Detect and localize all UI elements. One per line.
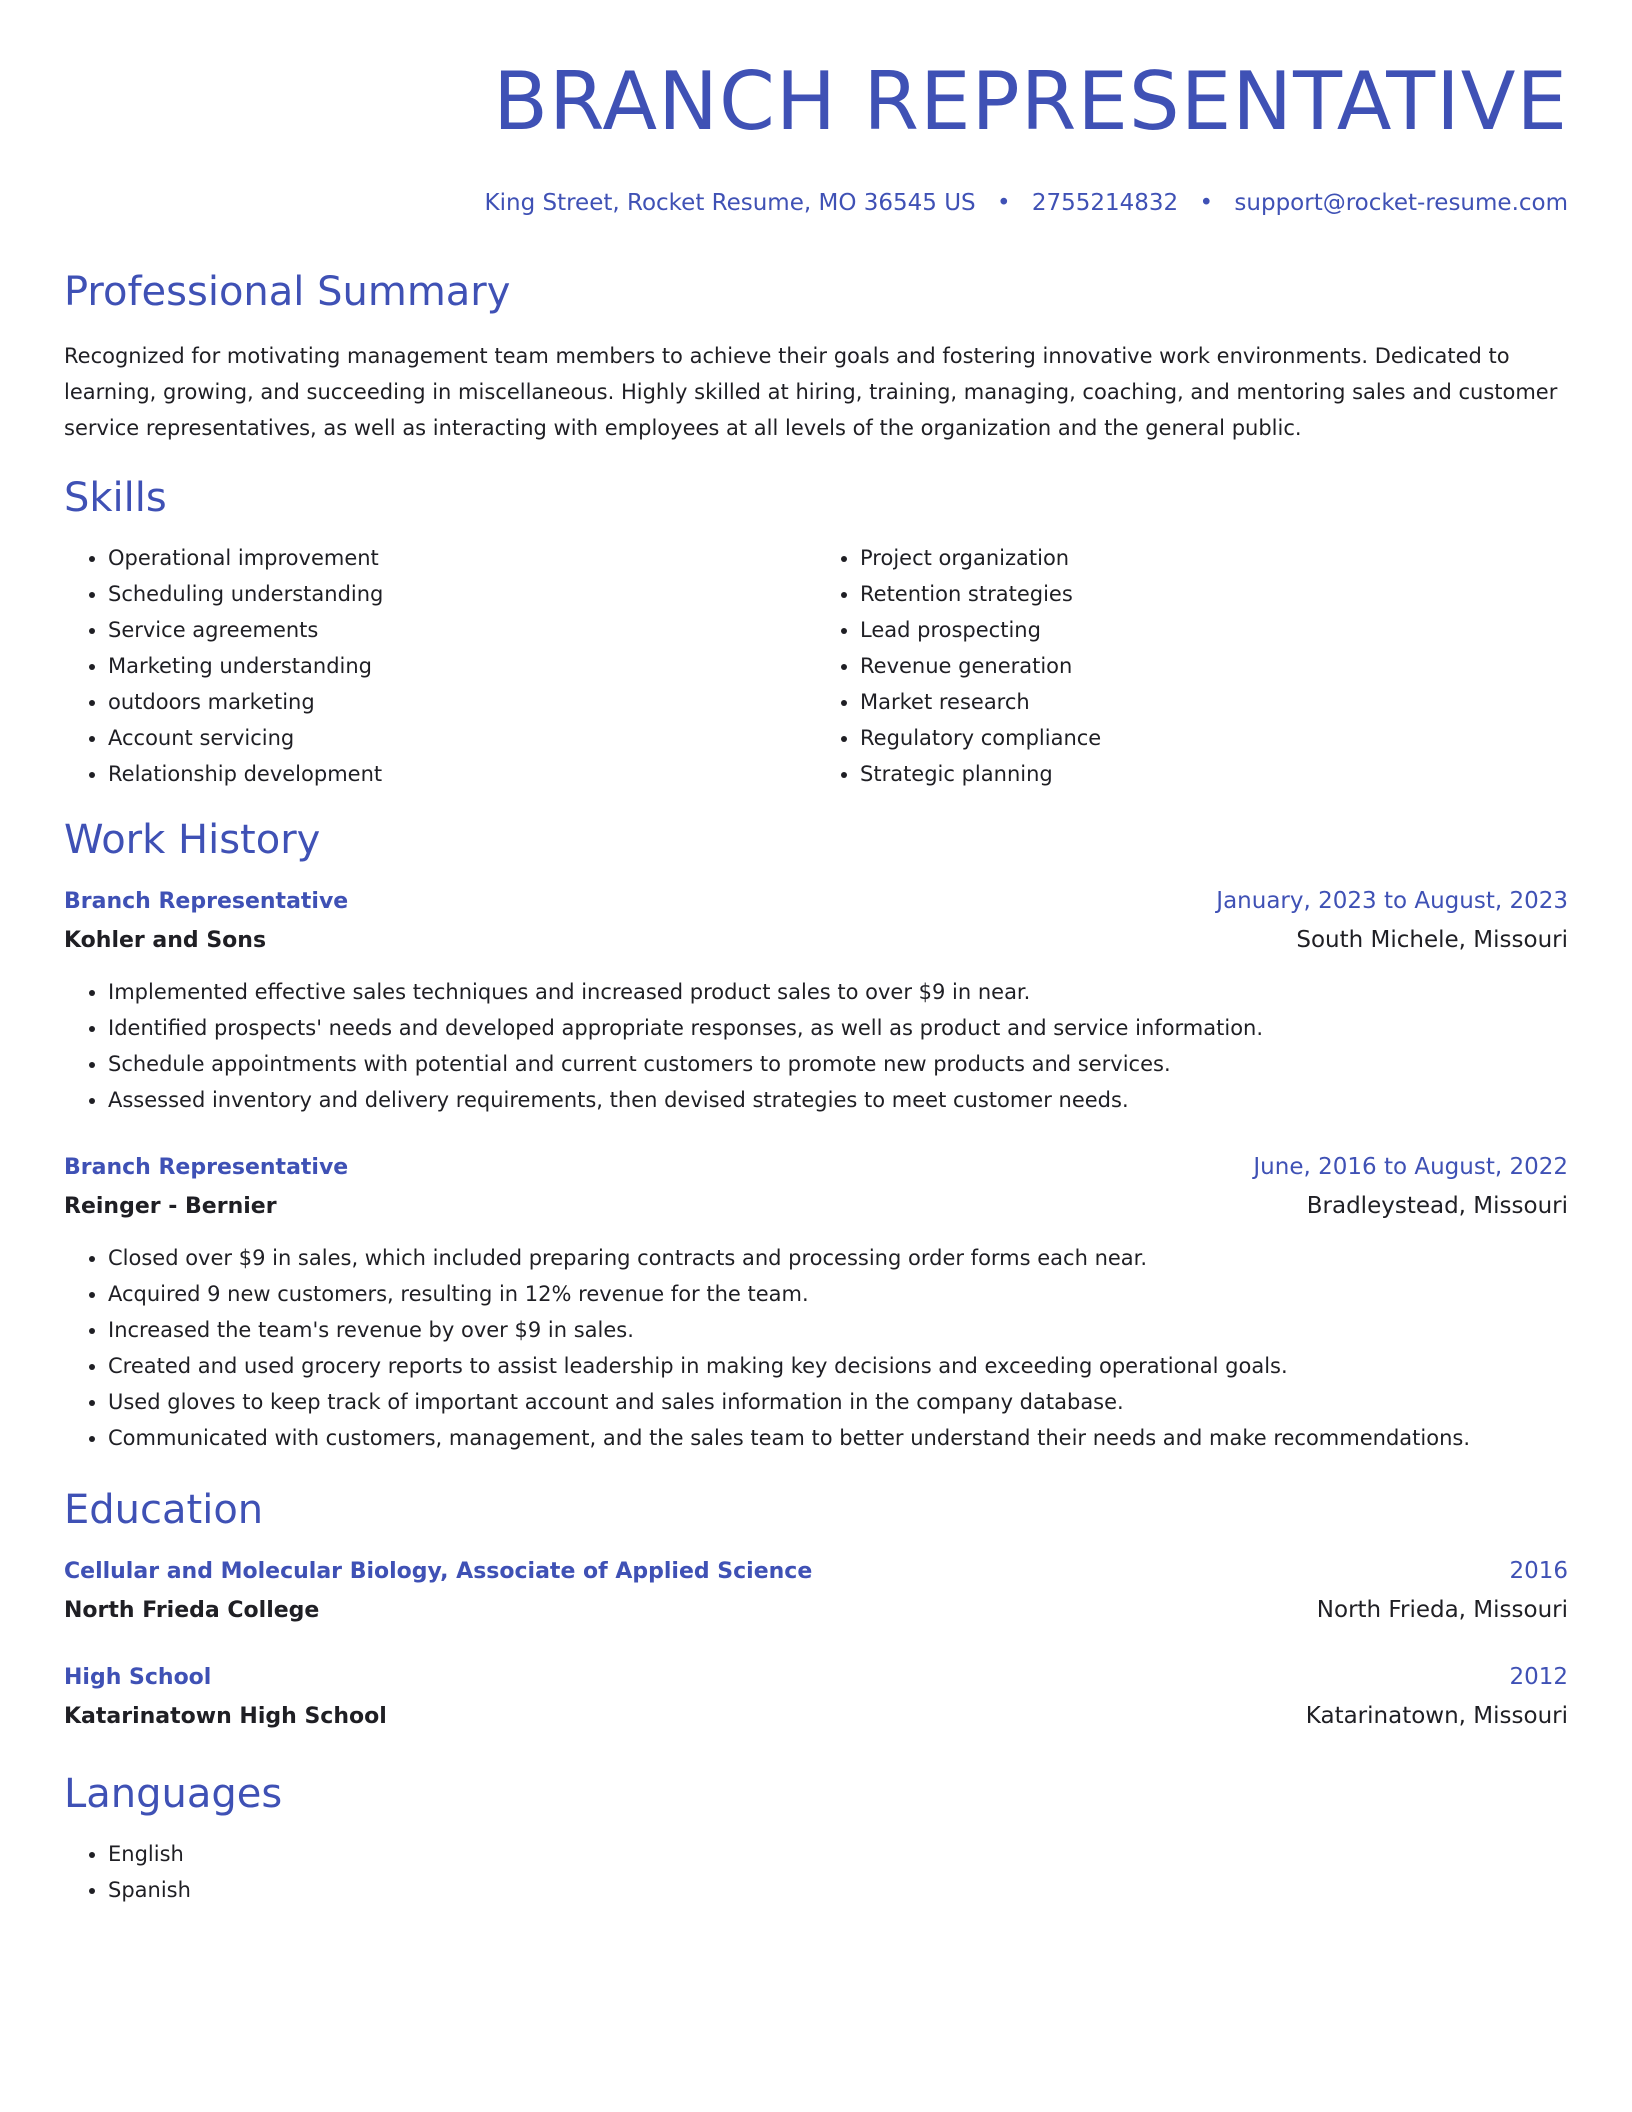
education-entry bbox=[64, 1552, 1568, 1630]
education-school-row bbox=[64, 1697, 1568, 1736]
resume-header bbox=[64, 0, 1568, 218]
skill-item: • Project organization bbox=[860, 540, 1568, 576]
job-bullet: • Implemented effective sales techniques and increased product sales to over $9 in near. bbox=[108, 974, 1568, 1010]
job-dates: June, 2016 to August, 2022 bbox=[1253, 1154, 1568, 1180]
job-entry bbox=[64, 1148, 1568, 1456]
summary-heading: Professional Summary bbox=[64, 269, 511, 315]
job-role: Branch Representative bbox=[64, 1155, 349, 1180]
education-year: 2016 bbox=[1509, 1558, 1568, 1584]
skills-heading: Skills bbox=[64, 475, 167, 521]
education-header-row bbox=[64, 1658, 1568, 1697]
education-section bbox=[64, 1486, 1568, 1736]
contact-separator: • bbox=[996, 190, 1011, 216]
skill-item: • Market research bbox=[860, 684, 1568, 720]
skills-section bbox=[64, 474, 1568, 792]
contact-email: support@rocket-resume.com bbox=[1234, 190, 1568, 216]
contact-address: King Street, Rocket Resume, MO 36545 US bbox=[484, 190, 976, 216]
job-bullet: • Used gloves to keep track of important account and sales information in the company database. bbox=[108, 1384, 1568, 1420]
skills-columns bbox=[64, 540, 1568, 792]
education-location: Katarinatown, Missouri bbox=[1305, 1703, 1568, 1729]
job-role: Branch Representative bbox=[64, 889, 349, 914]
languages-list bbox=[64, 1836, 1568, 1908]
skill-item: • Regulatory compliance bbox=[860, 720, 1568, 756]
skill-item: • Strategic planning bbox=[860, 756, 1568, 792]
education-heading: Education bbox=[64, 1487, 264, 1533]
languages-section bbox=[64, 1770, 1568, 1908]
education-entry bbox=[64, 1658, 1568, 1736]
job-company-row bbox=[64, 921, 1568, 960]
job-company-row bbox=[64, 1187, 1568, 1226]
skills-list-right bbox=[816, 540, 1568, 792]
skill-item: • Marketing understanding bbox=[108, 648, 816, 684]
contact-line bbox=[64, 188, 1568, 218]
job-entry bbox=[64, 882, 1568, 1118]
education-school-row bbox=[64, 1591, 1568, 1630]
education-header-row bbox=[64, 1552, 1568, 1591]
job-bullet: • Assessed inventory and delivery requirements, then devised strategies to meet customer needs. bbox=[108, 1082, 1568, 1118]
skill-item: • Revenue generation bbox=[860, 648, 1568, 684]
summary-section bbox=[64, 268, 1568, 446]
education-school: North Frieda College bbox=[64, 1598, 320, 1623]
language-item: • English bbox=[108, 1836, 1568, 1872]
skill-item: • Relationship development bbox=[108, 756, 816, 792]
summary-text: Recognized for motivating management team members to achieve their goals and fostering innovative work environments. Dedicated to learning, growing, and succeeding in miscellaneous. Highly skilled at hiring, training, managing, coaching, and mentoring sales and customer service representatives, as well as interacting with employees at all levels of the organization and the general public. bbox=[64, 344, 1558, 440]
skill-item: • Lead prospecting bbox=[860, 612, 1568, 648]
job-bullet: • Created and used grocery reports to assist leadership in making key decisions and exceeding operational goals. bbox=[108, 1348, 1568, 1384]
contact-separator: • bbox=[1199, 190, 1214, 216]
job-location: South Michele, Missouri bbox=[1296, 927, 1568, 953]
job-bullet: • Schedule appointments with potential and current customers to promote new products and services. bbox=[108, 1046, 1568, 1082]
job-header-row bbox=[64, 882, 1568, 921]
job-company: Reinger - Bernier bbox=[64, 1194, 277, 1219]
skills-list-left bbox=[64, 540, 816, 792]
job-bullet: • Acquired 9 new customers, resulting in 12% revenue for the team. bbox=[108, 1276, 1568, 1312]
job-header-row bbox=[64, 1148, 1568, 1187]
education-year: 2012 bbox=[1509, 1664, 1568, 1690]
language-item: • Spanish bbox=[108, 1872, 1568, 1908]
job-location: Bradleystead, Missouri bbox=[1306, 1193, 1568, 1219]
education-location: North Frieda, Missouri bbox=[1316, 1597, 1568, 1623]
skill-item: • Operational improvement bbox=[108, 540, 816, 576]
work-history-heading: Work History bbox=[64, 817, 321, 863]
job-company: Kohler and Sons bbox=[64, 928, 267, 953]
candidate-title: BRANCH REPRESENTATIVE bbox=[493, 55, 1568, 148]
education-school: Katarinatown High School bbox=[64, 1704, 387, 1729]
languages-heading: Languages bbox=[64, 1771, 283, 1817]
skill-item: • Account servicing bbox=[108, 720, 816, 756]
job-dates: January, 2023 to August, 2023 bbox=[1216, 888, 1568, 914]
skill-item: • Retention strategies bbox=[860, 576, 1568, 612]
job-bullets bbox=[64, 974, 1568, 1118]
education-degree: High School bbox=[64, 1665, 212, 1690]
education-degree: Cellular and Molecular Biology, Associate of Applied Science bbox=[64, 1559, 813, 1584]
job-bullet: • Identified prospects' needs and developed appropriate responses, as well as product and service information. bbox=[108, 1010, 1568, 1046]
job-bullets bbox=[64, 1240, 1568, 1456]
job-bullet: • Increased the team's revenue by over $9 in sales. bbox=[108, 1312, 1568, 1348]
job-bullet: • Closed over $9 in sales, which included preparing contracts and processing order forms each near. bbox=[108, 1240, 1568, 1276]
skill-item: • outdoors marketing bbox=[108, 684, 816, 720]
skill-item: • Service agreements bbox=[108, 612, 816, 648]
work-history-section bbox=[64, 816, 1568, 1456]
skill-item: • Scheduling understanding bbox=[108, 576, 816, 612]
job-bullet: • Communicated with customers, management, and the sales team to better understand their needs and make recommendations. bbox=[108, 1420, 1568, 1456]
contact-phone: 2755214832 bbox=[1031, 190, 1179, 216]
